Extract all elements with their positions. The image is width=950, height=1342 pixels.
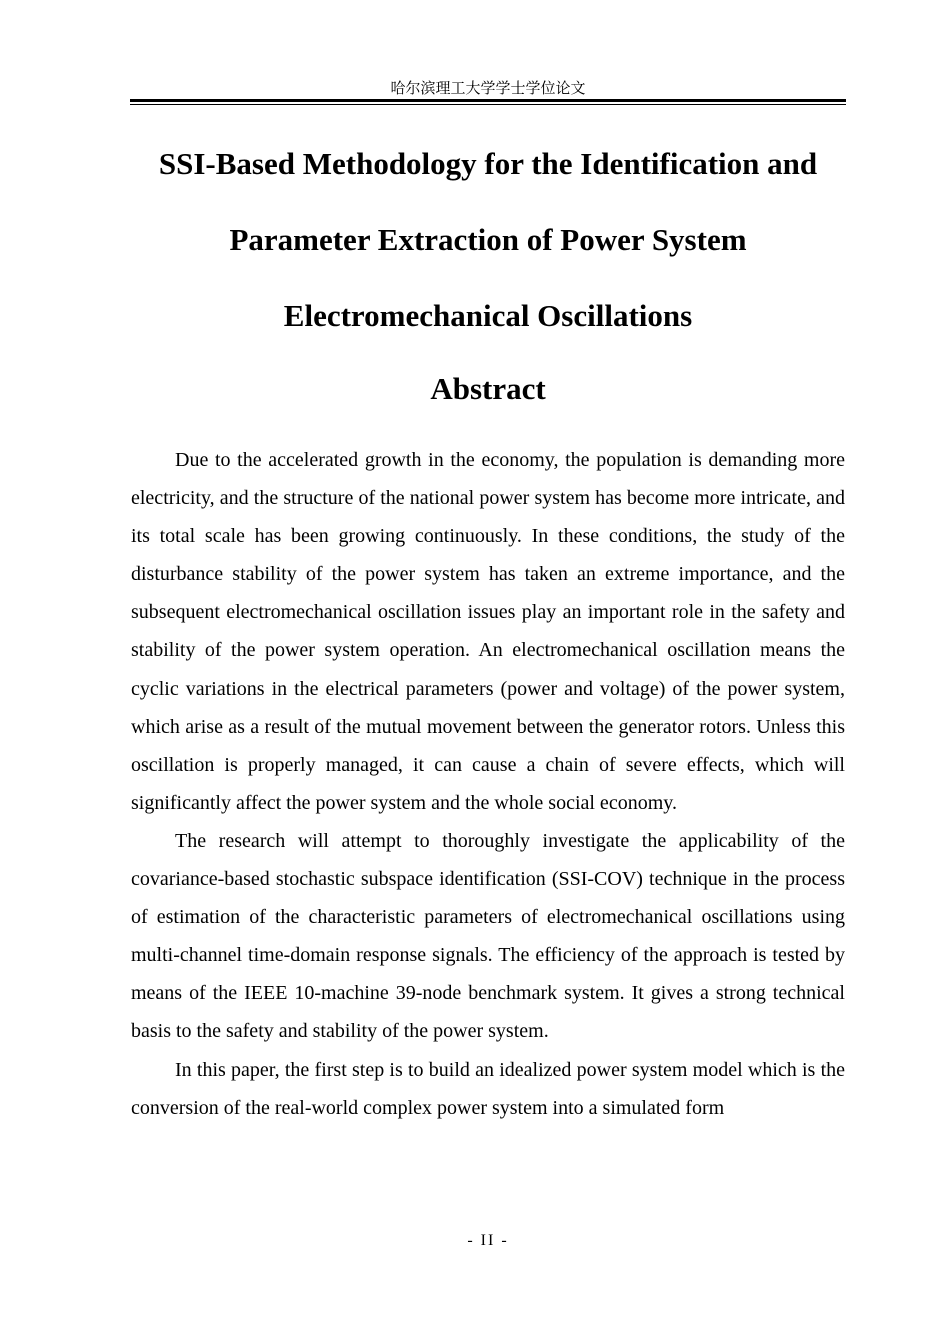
abstract-body <box>131 441 845 1127</box>
title-line-2: Parameter Extraction of Power System <box>229 222 747 257</box>
running-header: 哈尔滨理工大学学士学位论文 <box>390 79 586 97</box>
header-rule-thick <box>130 99 846 102</box>
page-number: - II - <box>467 1232 509 1249</box>
title-line-3: Electromechanical Oscillations <box>283 298 693 333</box>
paper-title <box>110 126 866 354</box>
abstract-paragraph-3: In this paper, the first step is to build an idealized power system model which is the conversion of the real-world complex power system into a simulated form <box>131 1058 845 1119</box>
abstract-paragraph-1: Due to the accelerated growth in the economy, the population is demanding more electricity, and the structure of the national power system has become more intricate, and its total scale has been growing continuously. In these conditions, the study of the disturbance stability of the power system has taken an extreme importance, and the subsequent electromechanical oscillation issues play an important role in the safety and stability of the power system operation. An electromechanical oscillation means the cyclic variations in the electrical parameters (power and voltage) of the power system, which arise as a result of the mutual movement between the generator rotors. Unless this oscillation is properly managed, it can cause a chain of severe effects, which will significantly affect the power system and the whole social economy. <box>131 449 845 814</box>
abstract-paragraph-2: The research will attempt to thoroughly investigate the applicability of the covariance-based stochastic subspace identification (SSI-COV) technique in the process of estimation of the characteristic parameters of electromechanical oscillations using multi-channel time-domain response signals. The efficiency of the approach is tested by means of the IEEE 10-machine 39-node benchmark system. It gives a strong technical basis to the safety and stability of the power system. <box>131 829 845 1043</box>
abstract-heading: Abstract <box>430 371 546 406</box>
title-line-1: SSI-Based Methodology for the Identification and <box>158 146 818 181</box>
header-rule-thin <box>130 104 846 105</box>
